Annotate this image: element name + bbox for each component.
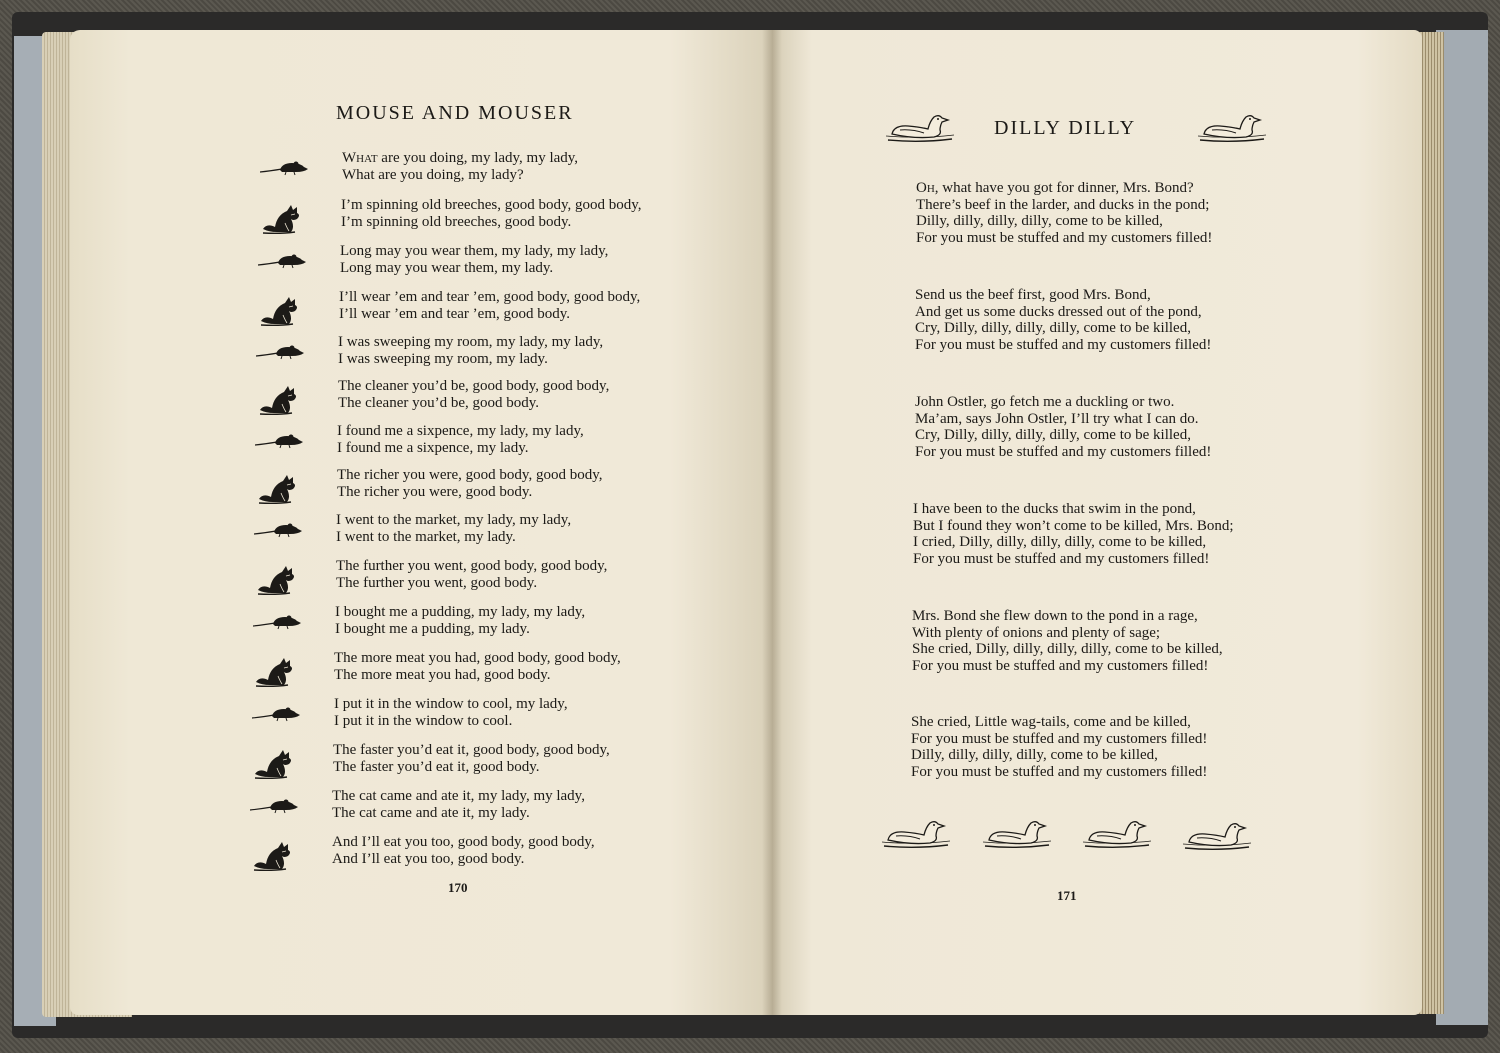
mouse-icon — [250, 796, 300, 814]
stanza-line-1 — [338, 334, 603, 351]
stanza-line-2: Ma’am, says John Ostler, I’ll try what I can do. — [915, 410, 1199, 427]
cat-icon — [253, 746, 299, 780]
stanza — [332, 834, 595, 868]
stanza-line-text: The further you went, good body, good body, — [336, 558, 608, 574]
stanza-opening-word: What — [342, 150, 378, 166]
stanza-line-2: What are you doing, my lady? — [342, 167, 524, 183]
stanza-line-1: John Ostler, go fetch me a duckling or two. — [915, 394, 1175, 410]
stanza-line-1 — [337, 467, 603, 484]
stanza-opening-word: Oh — [916, 180, 935, 196]
stanza-line-2: Long may you wear them, my lady. — [340, 260, 554, 276]
stanza-line-2: The cat came and ate it, my lady. — [332, 805, 530, 821]
stanza-line-text: The richer you were, good body, good body, — [337, 467, 603, 483]
duck-icon — [981, 818, 1053, 850]
stanza-line-2: I put it in the window to cool. — [334, 713, 513, 729]
stanza-line-text: The cat came and ate it, my lady, my lady, — [332, 788, 585, 804]
stanza — [336, 558, 607, 592]
duck-icon — [884, 112, 956, 144]
stanza — [912, 608, 1223, 674]
stanza-line-3: I cried, Dilly, dilly, dilly, dilly, come to be killed, — [913, 534, 1207, 550]
stanza — [336, 512, 571, 546]
stanza-line-2: The faster you’d eat it, good body. — [333, 759, 540, 775]
stanza-line-text: The faster you’d eat it, good body, good body, — [333, 742, 610, 758]
stanza-line-2: The more meat you had, good body. — [334, 667, 551, 683]
mouse-icon — [252, 704, 302, 722]
mouse-icon — [253, 612, 303, 630]
stanza-line-2: The richer you were, good body. — [337, 484, 533, 500]
stanza-line-text: Long may you wear them, my lady, my lady, — [340, 243, 609, 259]
stanza-line-1 — [342, 150, 578, 167]
stanza-line-1 — [332, 834, 595, 851]
stanza — [915, 394, 1211, 460]
duck-icon — [1081, 818, 1153, 850]
stanza-line-2: And I’ll eat you too, good body. — [332, 851, 525, 867]
stanza — [334, 696, 568, 730]
stanza — [339, 289, 640, 323]
stanza — [916, 180, 1212, 246]
stanza-line-2: I found me a sixpence, my lady. — [337, 440, 529, 456]
cat-icon — [256, 562, 302, 596]
stanza-line-text: The cleaner you’d be, good body, good body, — [338, 378, 610, 394]
stanza-line-4: For you must be stuffed and my customers filled! — [912, 657, 1209, 674]
stanza-line-4: For you must be stuffed and my customers filled! — [913, 550, 1210, 567]
stanza-line-text: I put it in the window to cool, my lady, — [334, 696, 568, 712]
stanza — [332, 788, 585, 822]
cat-icon — [254, 654, 300, 688]
stanza — [335, 604, 585, 638]
stanza-line-1 — [334, 650, 621, 667]
mouse-icon — [260, 158, 310, 176]
stanza-line-4: For you must be stuffed and my customers filled! — [915, 443, 1212, 460]
stanza-line-2: I was sweeping my room, my lady. — [338, 351, 548, 367]
stanza-line-4: For you must be stuffed and my customers filled! — [916, 229, 1213, 246]
stanza-line-2: With plenty of onions and plenty of sage; — [912, 624, 1161, 641]
stanza — [334, 650, 621, 684]
stanza — [913, 501, 1234, 567]
stanza-line-1 — [336, 512, 571, 529]
mouse-icon — [255, 431, 305, 449]
stanza-line-2: I’m spinning old breeches, good body. — [341, 214, 572, 230]
stanza-line-1 — [339, 289, 640, 306]
duck-icon — [1181, 820, 1253, 852]
stanza-line-text: I’m spinning old breeches, good body, good body, — [341, 197, 642, 213]
stanza — [333, 742, 610, 776]
stanza-line-1 — [337, 423, 584, 440]
stanza-line-text: And I’ll eat you too, good body, good body, — [332, 834, 595, 850]
stanza-line-text: I’ll wear ’em and tear ’em, good body, good body, — [339, 289, 641, 305]
mouse-icon — [254, 520, 304, 538]
book-gutter — [762, 30, 782, 1015]
cat-icon — [257, 471, 303, 505]
stanza-line-1 — [333, 742, 610, 759]
mouse-icon — [258, 251, 308, 269]
stanza-line-text: I found me a sixpence, my lady, my lady, — [337, 423, 584, 439]
stanza-line-2: And get us some ducks dressed out of the pond, — [915, 303, 1202, 320]
stanza-line-1: I have been to the ducks that swim in the pond, — [913, 501, 1196, 517]
cat-icon — [252, 838, 298, 872]
stanza-line-3: Dilly, dilly, dilly, dilly, come to be killed, — [911, 747, 1158, 763]
stanza-line-text: are you doing, my lady, my lady, — [377, 150, 579, 166]
stanza-line-1 — [340, 243, 608, 260]
duck-icon — [1196, 112, 1268, 144]
stanza-line-1 — [335, 604, 585, 621]
right-page-number: 171 — [1057, 888, 1077, 903]
stanza-line-2: There’s beef in the larder, and ducks in the pond; — [916, 196, 1210, 213]
stanza — [341, 197, 642, 231]
stanza-line-1 — [336, 558, 607, 575]
cat-icon — [261, 201, 307, 235]
stanza-line-3: She cried, Dilly, dilly, dilly, dilly, come to be killed, — [912, 641, 1223, 657]
stanza-line-text: I went to the market, my lady, my lady, — [336, 512, 572, 528]
duck-icon — [880, 818, 952, 850]
stanza-line-2: But I found they won’t come to be killed, Mrs. Bond; — [913, 517, 1234, 534]
stanza-line-text: I was sweeping my room, my lady, my lady, — [338, 334, 604, 350]
left-page-title: MOUSE AND MOUSER — [336, 102, 574, 124]
stanza — [337, 467, 603, 501]
stanza — [915, 287, 1211, 353]
stanza-line-2: The further you went, good body. — [336, 575, 538, 591]
stanza-line-1 — [334, 696, 568, 713]
cat-icon — [259, 293, 305, 327]
stanza-line-1 — [338, 378, 609, 395]
stanza-line-2: I bought me a pudding, my lady. — [335, 621, 530, 637]
stanza-line-2: I’ll wear ’em and tear ’em, good body. — [339, 306, 571, 322]
right-page-title: DILLY DILLY — [994, 117, 1137, 139]
mouse-icon — [256, 342, 306, 360]
stanza-line-1 — [916, 180, 1212, 197]
stanza-line-text: The more meat you had, good body, good body, — [334, 650, 621, 666]
stanza-line-1 — [332, 788, 585, 805]
stanza-line-4: For you must be stuffed and my customers filled! — [915, 336, 1212, 353]
stanza — [911, 714, 1207, 780]
stanza-line-3: Dilly, dilly, dilly, dilly, come to be killed, — [916, 213, 1163, 229]
stanza — [338, 334, 603, 368]
cat-icon — [258, 382, 304, 416]
stanza-line-1 — [341, 197, 642, 214]
stanza-line-2: For you must be stuffed and my customers filled! — [911, 730, 1208, 747]
stanza-line-text: I bought me a pudding, my lady, my lady, — [335, 604, 586, 620]
stanza-line-3: Cry, Dilly, dilly, dilly, dilly, come to be killed, — [915, 320, 1191, 336]
stanza-line-4: For you must be stuffed and my customers filled! — [911, 763, 1208, 780]
stanza-line-2: I went to the market, my lady. — [336, 529, 516, 545]
stanza-line-text: , what have you got for dinner, Mrs. Bond? — [934, 180, 1194, 196]
stanza-line-1: Send us the beef first, good Mrs. Bond, — [915, 287, 1151, 303]
left-page-number: 170 — [448, 880, 468, 895]
stanza — [337, 423, 584, 457]
stanza-line-1: She cried, Little wag-tails, come and be killed, — [911, 714, 1191, 730]
stanza-line-3: Cry, Dilly, dilly, dilly, dilly, come to be killed, — [915, 427, 1191, 443]
stanza-line-1: Mrs. Bond she flew down to the pond in a rage, — [912, 608, 1198, 624]
stanza — [338, 378, 609, 412]
stanza-line-2: The cleaner you’d be, good body. — [338, 395, 540, 411]
stanza — [340, 243, 608, 277]
stanza — [342, 150, 578, 184]
